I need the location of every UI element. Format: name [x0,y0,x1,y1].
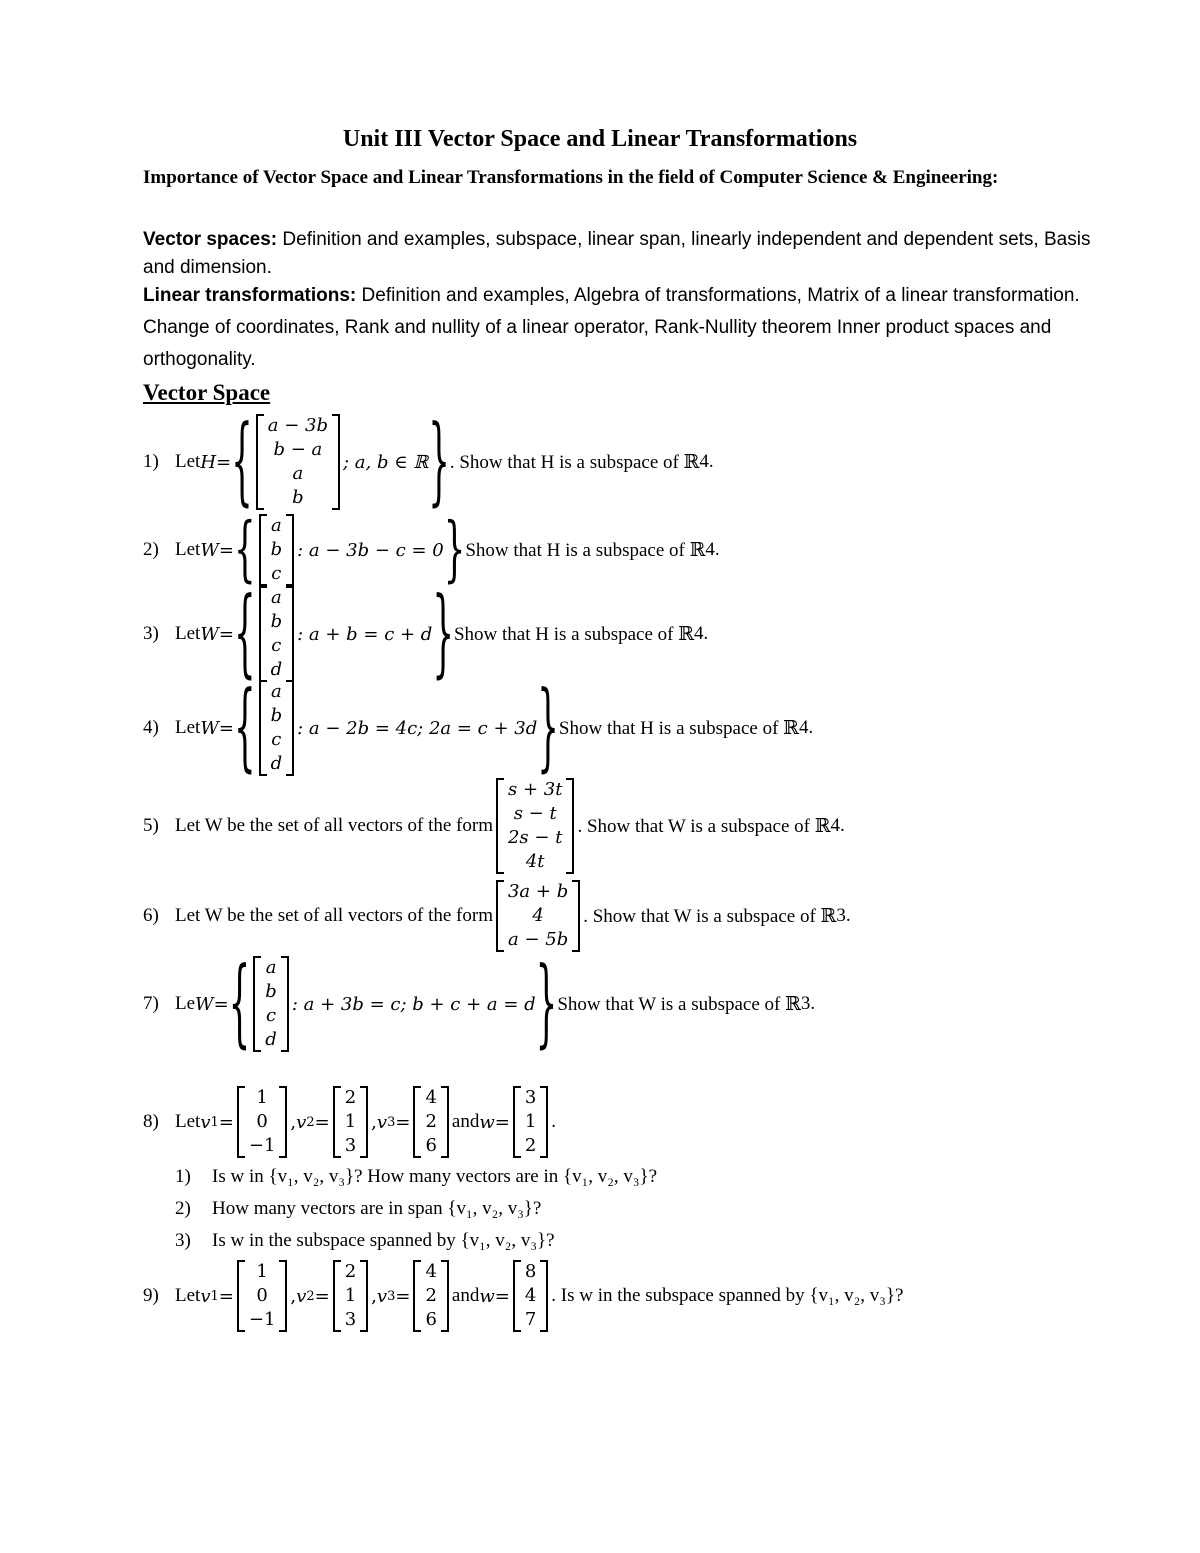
problem-number: 6) [143,905,159,926]
matrix-entry: 4 [425,1261,437,1282]
matrix-entry: 0 [256,1111,268,1132]
problem-number: 5) [143,815,159,836]
matrix-entry: c [271,563,282,584]
left-brace: { [231,406,253,518]
vector-symbol: v [296,1285,307,1307]
comma: , [290,1285,297,1307]
problem-7 [143,948,816,1060]
problem-number: 2) [143,539,159,560]
dimension-superscript: 4 [699,451,709,472]
set-condition: : a + 3b = c; b + c + a = d [291,993,536,1015]
vector-w [513,1260,548,1332]
vector-symbol: v [376,1285,388,1307]
matrix-entry: b [270,539,283,560]
problem-number: 9) [143,1285,159,1306]
equals-sign: = [218,539,234,561]
dimension-superscript: 3 [836,905,846,926]
set-variable: W [200,717,219,739]
matrix-entry: 2s − t [507,827,563,848]
matrix-entry: −1 [248,1309,276,1330]
matrix-entry: 1 [344,1285,357,1306]
matrix-entry: 2 [344,1087,357,1108]
equals-sign: = [218,717,234,739]
vector-matrix [259,586,295,682]
list-item [175,1193,657,1225]
problem-1 [143,406,714,518]
equals-sign: = [218,1111,234,1133]
matrix-entry: a [265,957,277,978]
problem-3 [143,578,709,690]
list-item [175,1225,657,1257]
matrix-entry: 4t [525,851,545,872]
equals-sign: = [494,1111,510,1133]
list-item [175,1161,657,1193]
set-variable: H [200,451,217,473]
punctuation: . [845,905,851,926]
question-text: How many vectors are in span {v₁, v₂, v₃}? [212,1198,542,1219]
matrix-entry: 1 [256,1261,268,1282]
punctuation: . [703,623,709,644]
matrix-entry: 0 [256,1285,268,1306]
vector-subscript: 2 [306,1288,315,1304]
problem-number: 1) [143,451,159,472]
question-text: Is w in {v₁, v₂, v₃}? How many vectors are in {v₁, v₂, v₃}? [212,1166,658,1187]
vector-subscript: 1 [210,1288,219,1304]
punctuation: . [714,539,720,560]
conjunction: and [451,1111,480,1132]
vector-symbol: v [296,1111,307,1133]
vector-v3 [413,1260,448,1332]
problem-8 [143,1084,556,1160]
problem-task: Show that H is a subspace of ℝ [453,623,695,645]
equals-sign: = [218,623,234,645]
vector-symbol: w [479,1285,495,1307]
question-text: Is w in the subspace spanned by {v₁, v₂, v₃}? [212,1230,555,1251]
dimension-superscript: 4 [798,717,809,738]
problem-task: . Show that W is a subspace of ℝ [577,815,831,837]
dimension-superscript: 4 [830,815,841,836]
vector-matrix [256,414,340,510]
matrix-entry: c [271,635,282,656]
importance-heading: Importance of Vector Space and Linear Transformations in the field of Computer Science & Engineering: [143,167,999,188]
conjunction: and [451,1285,480,1306]
matrix-entry: b − a [273,439,323,460]
equals-sign: = [395,1285,411,1307]
equals-sign: = [213,993,229,1015]
comma: , [371,1111,377,1133]
matrix-entry: c [271,729,282,750]
matrix-entry: 3 [344,1309,357,1330]
set-condition: : a − 2b = 4c; 2a = c + 3d [297,717,538,739]
set-variable: W [200,623,219,645]
problem-2 [143,508,720,592]
problem-task: . Show that H is a subspace of ℝ [449,451,700,473]
vector-symbol: v [200,1285,211,1307]
problem-lead: Let W be the set of all vectors of the form [175,905,493,926]
punctuation: . [840,815,845,836]
linear-transformations-label: Linear transformations: [143,285,357,306]
set-variable: W [200,539,219,561]
matrix-entry: 4 [425,1087,437,1108]
vector-spaces-text: Definition and examples, subspace, linear span, linearly independent and dependent sets, Basis and dimension. [143,229,1091,278]
vector-w [513,1086,548,1158]
matrix-entry: d [265,1029,277,1050]
question-number: 2) [175,1198,191,1219]
problem-8-questions [175,1161,657,1257]
vector-subscript: 2 [306,1114,315,1130]
question-number: 3) [175,1230,191,1251]
equals-sign: = [314,1111,330,1133]
vector-v2 [333,1086,368,1158]
equals-sign: = [395,1111,411,1133]
problem-4 [143,672,814,784]
matrix-entry: 2 [425,1111,437,1132]
right-brace: } [537,672,559,784]
punctuation: . [708,451,714,472]
vector-matrix [496,880,580,952]
matrix-entry: 6 [425,1309,437,1330]
punctuation: . [808,717,814,738]
vector-symbol: v [376,1111,388,1133]
set-condition: : a + b = c + d [297,623,433,645]
equals-sign: = [218,1285,234,1307]
left-brace: { [233,672,256,784]
matrix-entry: 7 [524,1309,537,1330]
matrix-entry: a [270,681,282,702]
matrix-entry: a [270,515,282,536]
comma: , [290,1111,297,1133]
problem-task: . Show that W is a subspace of ℝ [583,905,837,927]
problem-task: . Is w in the subspace spanned by {v₁, v₂, v₃}? [551,1285,904,1306]
vector-v1 [237,1086,288,1158]
problem-5 [143,778,845,874]
punctuation: . [551,1111,557,1132]
dimension-superscript: 3 [800,993,811,1014]
matrix-entry: b [270,611,283,632]
matrix-entry: 1 [256,1087,268,1108]
set-variable: W [195,993,214,1015]
equals-sign: = [314,1285,330,1307]
linear-transformations-topics [143,280,1093,376]
right-brace: } [432,578,454,690]
matrix-entry: a − 3b [267,415,328,436]
matrix-entry: 2 [344,1261,357,1282]
problem-lead: Let [175,717,201,738]
problem-lead: Let [175,1285,201,1306]
matrix-entry: 2 [425,1285,437,1306]
problem-task: Show that W is a subspace of ℝ [557,993,801,1015]
left-brace: { [228,948,251,1060]
problem-lead: Let [175,1111,201,1132]
left-brace: { [233,578,256,690]
section-heading: Vector Space [143,380,271,405]
comma: , [371,1285,377,1307]
matrix-entry: s + 3t [507,779,563,800]
linear-transformations-text: Definition and examples, Algebra of transformations, Matrix of a linear transformation. Change of coordinates, Rank and nullity of a linear operator, Rank-Nullity theorem Inner product spaces and orthogonality. [143,285,1080,370]
set-condition: : a − 3b − c = 0 [297,539,444,561]
matrix-entry: 4 [524,1285,537,1306]
matrix-entry: 4 [532,905,544,926]
vector-matrix [253,956,289,1052]
question-number: 1) [175,1166,191,1187]
matrix-entry: −1 [248,1135,276,1156]
problem-lead: Let [175,623,201,644]
problem-lead: Le [175,993,196,1014]
matrix-entry: d [270,659,283,680]
problem-lead: Let [175,539,201,560]
matrix-entry: c [266,1005,277,1026]
right-brace: } [428,406,450,518]
matrix-entry: b [292,487,304,508]
matrix-entry: 3 [344,1135,357,1156]
problem-6 [143,880,851,952]
vector-symbol: v [200,1111,211,1133]
matrix-entry: 1 [344,1111,357,1132]
left-brace: { [233,508,256,592]
matrix-entry: a [292,463,304,484]
vector-subscript: 3 [387,1288,396,1304]
vector-spaces-label: Vector spaces: [143,229,278,250]
problem-number: 7) [143,993,159,1014]
dimension-superscript: 4 [694,623,704,644]
matrix-entry: a [270,587,282,608]
equals-sign: = [216,451,232,473]
matrix-entry: 2 [524,1135,537,1156]
problem-task: Show that H is a subspace of ℝ [558,717,799,739]
vector-matrix [259,680,295,776]
problem-number: 3) [143,623,159,644]
matrix-entry: b [265,981,277,1002]
right-brace: } [535,948,558,1060]
matrix-entry: s − t [513,803,557,824]
dimension-superscript: 4 [705,539,715,560]
vector-matrix [496,778,574,874]
vector-spaces-topics [143,226,1093,282]
matrix-entry: 1 [524,1111,537,1132]
matrix-entry: a − 5b [507,929,569,950]
vector-subscript: 3 [387,1114,396,1130]
vector-v1 [237,1260,288,1332]
problem-number: 4) [143,717,159,738]
vector-symbol: w [479,1111,495,1133]
vector-matrix [259,514,295,586]
problem-9 [143,1258,903,1334]
page-title: Unit III Vector Space and Linear Transformations [342,126,858,152]
matrix-entry: b [270,705,283,726]
set-condition: ; a, b ∈ ℝ [343,451,429,473]
equals-sign: = [494,1285,510,1307]
vector-subscript: 1 [210,1114,219,1130]
problem-task: Show that H is a subspace of ℝ [465,539,706,561]
punctuation: . [810,993,816,1014]
vector-v3 [413,1086,448,1158]
matrix-entry: 6 [425,1135,437,1156]
problem-lead: Let W be the set of all vectors of the form [175,815,493,836]
right-brace: } [443,508,466,592]
matrix-entry: d [270,753,283,774]
matrix-entry: 8 [524,1261,537,1282]
problem-number: 8) [143,1111,159,1132]
problem-lead: Let [175,451,201,472]
matrix-entry: 3 [524,1087,537,1108]
matrix-entry: 3a + b [507,881,569,902]
vector-v2 [333,1260,368,1332]
